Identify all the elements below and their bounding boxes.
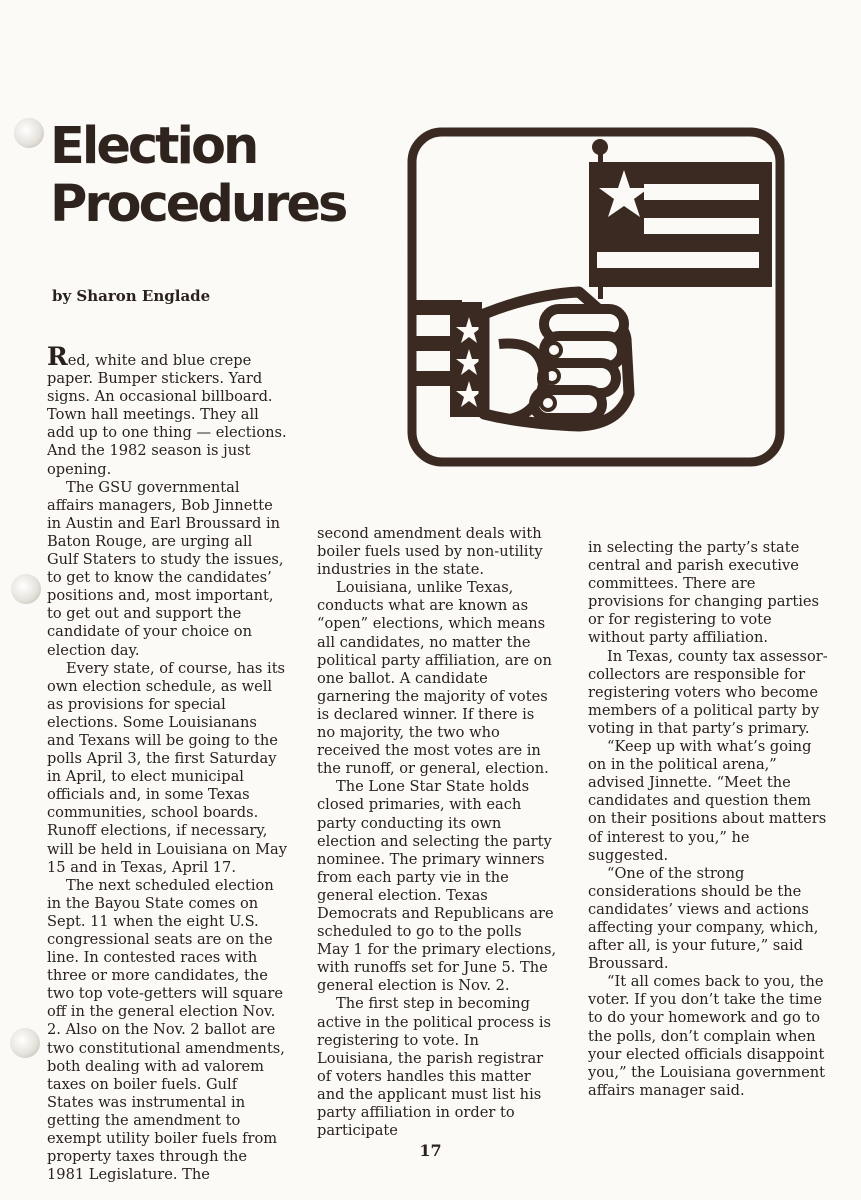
drop-cap: R: [47, 342, 68, 371]
byline: by Sharon Englade: [52, 287, 211, 305]
column-1: [47, 342, 288, 1184]
paragraph: Louisiana, unlike Texas, conducts what are known as “open” elections, which means all candidates, no matter the political party affiliation, are on one ballot. A candidate garnering the majority of votes is declared winner. If there is no majority, the two who received the most votes are in the runoff, or general, election.: [317, 579, 552, 778]
title-line-2: Procedures: [50, 175, 346, 234]
paragraph: The next scheduled election in the Bayou State comes on Sept. 11 when the eight U.S. congressional seats are on the line. In contested races with three or more candidates, the two top vote-getters will square off in the general election Nov. 2. Also on the Nov. 2 ballot are two constitutional amendments, both dealing with ad valorem taxes on boiler fuels. Gulf States was instrumental in getting the amendment to exempt utility boiler fuels from property taxes through the 1981 Legislature. The: [47, 876, 285, 1184]
title-line-1: Election: [50, 117, 257, 176]
punch-hole-middle: [11, 574, 41, 604]
paragraph: The GSU governmental affairs managers, Bob Jinnette in Austin and Earl Broussard in Baton Rouge, are urging all Gulf Staters to study the issues, to get to know the candidates’ positions and, most important, to get out and support the candidate of your choice on election day.: [47, 478, 284, 659]
column-2: [317, 525, 557, 1140]
paragraph: The Lone Star State holds closed primaries, with each party conducting its own election and selecting the party nominee. The primary winners from each party vie in the general election. Texas Democrats and Republicans are scheduled to go to the polls May 1 for the primary elections, with runoffs set for June 5. The general election is Nov. 2.: [317, 778, 557, 995]
paragraph: In Texas, county tax assessor-collectors are responsible for registering voters who become members of a political party by voting in that party’s primary.: [588, 647, 828, 737]
page-number: 17: [419, 1141, 442, 1160]
fist-holding-flag-icon: [404, 124, 788, 470]
paragraph: “Keep up with what’s going on in the political arena,” advised Jinnette. “Meet the candidates and question them on their positions about matters of interest to you,” he suggested.: [588, 738, 827, 864]
punch-hole-bottom: [10, 1028, 40, 1058]
paragraph: “It all comes back to you, the voter. If you don’t take the time to do your homework and go to the polls, don’t complain when your elected officials disappoint you,” the Louisiana government affairs manager said.: [588, 973, 825, 1099]
article-title: [50, 118, 390, 234]
paragraph: Red, white and blue crepe paper. Bumper stickers. Yard signs. An occasional billboard. Town hall meetings. They all add up to one thing — elections. And the 1982 season is just opening.: [47, 342, 287, 478]
paragraph: in selecting the party’s state central and parish executive committees. There are provisions for changing parties or for registering to vote without party affiliation.: [588, 539, 820, 647]
paragraph: second amendment deals with boiler fuels used by non-utility industries in the state.: [317, 525, 543, 579]
punch-hole-top: [14, 118, 44, 148]
paragraph: Every state, of course, has its own election schedule, as well as provisions for special elections. Some Louisianans and Texans will be going to the polls April 3, the first Saturday in April, to elect municipal officials and, in some Texas communities, school boards. Runoff elections, if necessary, will be held in Louisiana on May 15 and in Texas, April 17.: [47, 659, 287, 876]
paragraph: “One of the strong considerations should be the candidates’ views and actions affecting your company, which, after all, is your future,” said Broussard.: [588, 864, 819, 973]
column-3: [588, 539, 828, 1100]
paragraph: The first step in becoming active in the political process is registering to vote. In Louisiana, the parish registrar of voters handles this matter and the applicant must list his party affiliation in order to participate: [317, 995, 552, 1140]
